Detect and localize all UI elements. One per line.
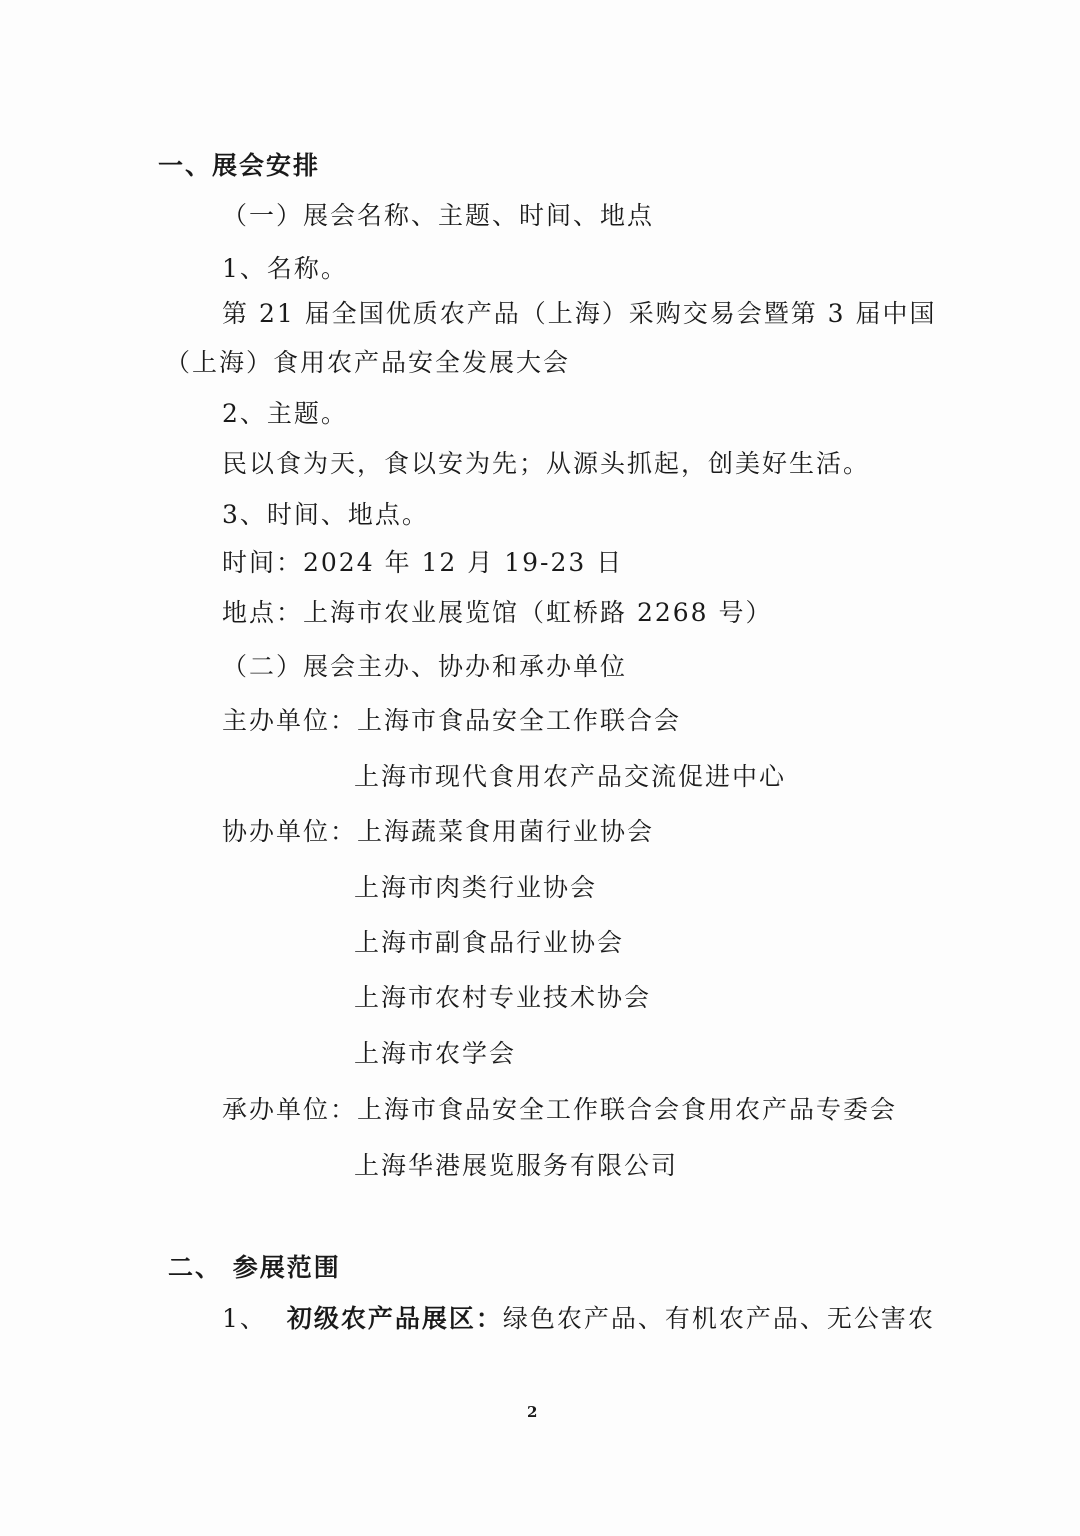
organizer-label: 承办单位： xyxy=(222,1095,358,1124)
theme-text: 民以食为天，食以安为先；从源头抓起，创美好生活。 xyxy=(222,449,871,478)
page-number: 2 xyxy=(527,1403,538,1421)
theme-label: 2、主题。 xyxy=(222,399,348,428)
section2-heading: 二、 参展范围 xyxy=(168,1253,341,1282)
name-label: 1、名称。 xyxy=(222,254,348,283)
co-organizer-5: 上海市农学会 xyxy=(354,1039,517,1068)
scope-item-1 xyxy=(222,1303,935,1335)
host-org-2: 上海市现代食用农产品交流促进中心 xyxy=(354,762,787,791)
co-organizer-1: 上海蔬菜食用菌行业协会 xyxy=(357,817,655,846)
scope-item-1-number: 1、 xyxy=(222,1304,267,1333)
exhibition-name-line1: 第 21 届全国优质农产品（上海）采购交易会暨第 3 届中国 xyxy=(222,299,937,328)
co-organizer-line xyxy=(222,816,654,848)
scope-item-1-label: 初级农产品展区： xyxy=(286,1304,503,1333)
time-place-label: 3、时间、地点。 xyxy=(222,500,429,529)
subsection2-heading: （二）展会主办、协办和承办单位 xyxy=(222,652,628,681)
exhibition-name-line2: （上海）食用农产品安全发展大会 xyxy=(165,348,571,377)
organizer-1: 上海市食品安全工作联合会食用农产品专委会 xyxy=(357,1095,898,1124)
time-text: 时间：2024 年 12 月 19-23 日 xyxy=(222,548,624,577)
co-organizer-2: 上海市肉类行业协会 xyxy=(354,873,598,902)
co-organizer-label: 协办单位： xyxy=(222,817,358,846)
scope-item-1-text: 绿色农产品、有机农产品、无公害农 xyxy=(502,1304,935,1333)
place-text: 地点：上海市农业展览馆（虹桥路 2268 号） xyxy=(222,598,773,627)
co-organizer-3: 上海市副食品行业协会 xyxy=(354,928,625,957)
host-label: 主办单位： xyxy=(222,706,358,735)
subsection1-heading: （一）展会名称、主题、时间、地点 xyxy=(222,201,655,230)
host-line xyxy=(222,705,681,737)
host-org-1: 上海市食品安全工作联合会 xyxy=(357,706,682,735)
organizer-line xyxy=(222,1094,897,1126)
section1-heading: 一、展会安排 xyxy=(158,151,321,180)
co-organizer-4: 上海市农村专业技术协会 xyxy=(354,983,652,1012)
organizer-2: 上海华港展览服务有限公司 xyxy=(354,1151,679,1180)
